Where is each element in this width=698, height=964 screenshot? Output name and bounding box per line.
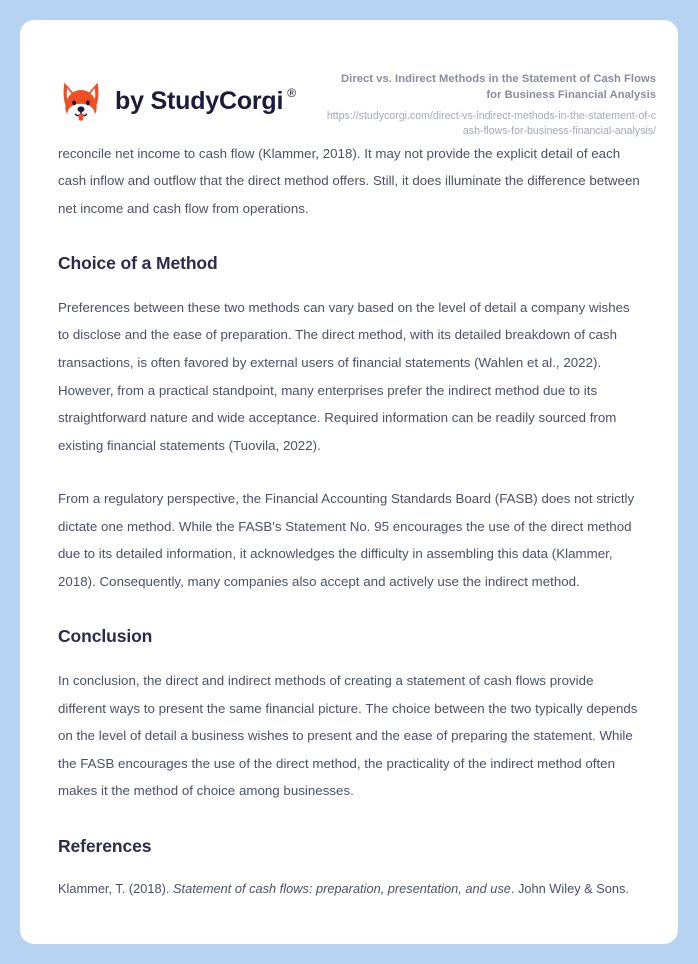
reference-entry [58, 876, 640, 903]
brand-wordmark-text: by StudyCorgi [115, 86, 284, 115]
document-body [20, 140, 678, 904]
paragraph: Preferences between these two methods can vary based on the level of detail a company wishes to disclose and the ease of preparation. The direct method, with its detailed breakdown of cash transactions, is often favored by external users of financial statements (Wahlen et al., 2022). However, from a practical standpoint, many enterprises prefer the indirect method due to its straightforward nature and wide acceptance. Required information can be readily sourced from existing financial statements (Tuovila, 2022). [58, 299, 630, 453]
document-header [20, 20, 678, 140]
section-heading-choice-of-a-method: Choice of a Method [58, 253, 218, 274]
header-meta [326, 70, 656, 140]
brand-logo [58, 70, 296, 124]
section-heading-references: References [58, 835, 152, 856]
reference-author-year: Klammer, T. (2018). [58, 881, 173, 897]
page-title: Direct vs. Indirect Methods in the Statement of Cash Flows for Business Financial Analysis [341, 73, 656, 101]
corgi-head-icon [58, 78, 104, 124]
section-heading-conclusion: Conclusion [58, 626, 153, 647]
paragraph: From a regulatory perspective, the Financial Accounting Standards Board (FASB) does not strictly dictate one method. While the FASB's Statement No. 95 encourages the use of the direct method due to its detailed information, it acknowledges the difficulty in assembling this data (Klammer, 2018). Consequently, many companies also accept and actively use the indirect method. [58, 491, 635, 589]
paragraph: In conclusion, the direct and indirect methods of creating a statement of cash flows provide different ways to present the same financial picture. The choice between the two typically depends on the level of detail a business wishes to present and the ease of preparing the statement. While the FASB encourages the use of the direct method, the practicality of the indirect method often makes it the method of choice among businesses. [58, 672, 638, 799]
document-card [20, 20, 678, 944]
reference-publisher: . John Wiley & Sons. [510, 881, 629, 897]
source-url[interactable]: https://studycorgi.com/direct-vs-indirect-methods-in-the-statement-of-cash-flows-for-business-financial-analysis/ [326, 109, 656, 138]
registered-trademark-icon: ® [287, 85, 296, 100]
brand-wordmark [115, 85, 296, 115]
reference-title: Statement of cash flows: preparation, presentation, and use [172, 881, 511, 897]
intro-paragraph: reconcile net income to cash flow (Klammer, 2018). It may not provide the explicit detail of each cash inflow and outflow that the direct method offers. Still, it does illuminate the difference between net income and cash flow from operations. [58, 145, 640, 216]
